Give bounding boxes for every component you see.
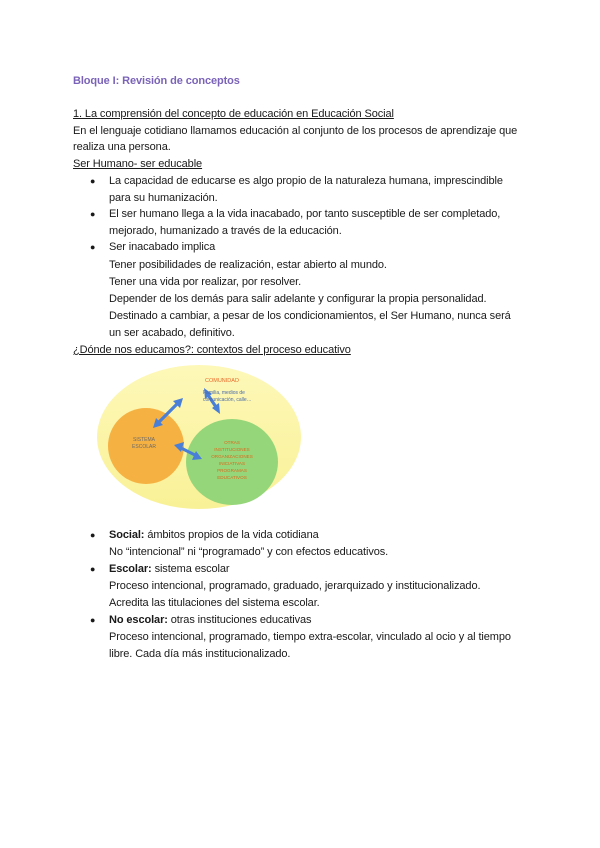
bullet-no-escolar-line-1: Proceso intencional, programado, tiempo extra-escolar, vinculado al ocio y al tiempo (109, 631, 511, 643)
community-label: COMUNIDAD (205, 378, 239, 384)
contexts-diagram (95, 362, 305, 512)
bullet-dot: ● (90, 530, 96, 540)
section-1-title: 1. La comprensión del concepto de educación en Educación Social (73, 108, 394, 120)
intro-line-2: realiza una persona. (73, 141, 171, 153)
bullet-3-line-1: Ser inacabado implica (109, 241, 216, 253)
bullet-dot: ● (90, 176, 96, 186)
bullet-escolar: Escolar: sistema escolar (109, 563, 230, 575)
bullet-dot: ● (90, 615, 96, 625)
bullet-3-line-3: Tener una vida por realizar, por resolver. (109, 276, 302, 288)
bullet-escolar-line-2: Acredita las titulaciones del sistema escolar. (109, 597, 320, 609)
bullet-3-line-6: un ser acabado, definitivo. (109, 327, 235, 339)
bullet-dot: ● (90, 209, 96, 219)
other-label-5: PROGRAMAS (217, 468, 247, 473)
bullet-dot: ● (90, 242, 96, 252)
other-label-2: INSTITUCIONES (214, 447, 250, 452)
school-label-2: ESCOLAR (132, 444, 156, 450)
bullet-3-line-2: Tener posibilidades de realización, estar abierto al mundo. (109, 259, 387, 271)
other-label-1: OTRAS (224, 440, 240, 445)
bullet-1-line-2: para su humanización. (109, 192, 218, 204)
bullet-no-escolar: No escolar: otras instituciones educativas (109, 614, 312, 626)
bullet-social-line-1: No “intencional” ni “programado” y con efectos educativos. (109, 546, 389, 558)
bullet-2-line-1: El ser humano llega a la vida inacabado, por tanto susceptible de ser completado, (109, 208, 501, 220)
document-heading: Bloque I: Revisión de conceptos (73, 75, 240, 87)
school-label-1: SISTEMA (133, 437, 155, 443)
bullet-dot: ● (90, 564, 96, 574)
bullet-2-line-2: mejorado, humanizado a través de la educación. (109, 225, 342, 237)
other-label-6: EDUCATIVOS (217, 475, 247, 480)
other-label-4: INICIATIVAS (218, 461, 246, 466)
bullet-social: Social: ámbitos propios de la vida cotidiana (109, 529, 319, 541)
other-label-3: ORGANIZACIONES (211, 454, 253, 459)
bullet-escolar-line-1: Proceso intencional, programado, graduado, jerarquizado y institucionalizado. (109, 580, 481, 592)
section-2-title: ¿Dónde nos educamos?: contextos del proceso educativo (73, 344, 351, 356)
bullet-1-line-1: La capacidad de educarse es algo propio de la naturaleza humana, imprescindible (109, 175, 503, 187)
bullet-3-line-4: Depender de los demás para salir adelante y configurar la propia personalidad. (109, 293, 487, 305)
subheading-ser-humano: Ser Humano- ser educable (73, 158, 203, 170)
community-sub-1: Familia, medios de (203, 390, 245, 396)
intro-line-1: En el lenguaje cotidiano llamamos educación al conjunto de los procesos de aprendizaje que (73, 125, 518, 137)
bullet-3-line-5: Destinado a cambiar, a pesar de los condicionamientos, el Ser Humano, nunca será (109, 310, 511, 322)
community-sub-2: comunicación, calle… (203, 397, 252, 403)
bullet-no-escolar-line-2: libre. Cada día más institucionalizado. (109, 648, 291, 660)
